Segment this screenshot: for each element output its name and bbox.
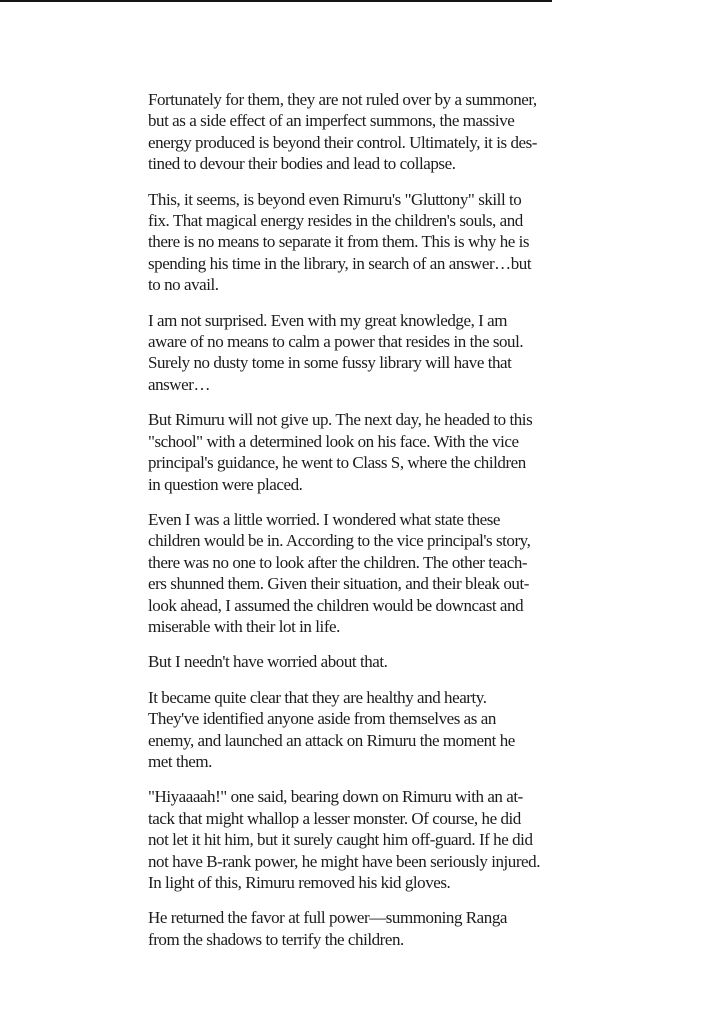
paragraph: This, it seems, is beyond even Rimuru's "Gluttony" skill to fix. That magical energy resides in the children's souls, and there is no means to separate it from them. This is why he is spending his time in the library, in search of an answer…but to no avail. — [148, 189, 532, 295]
paragraph: He returned the favor at full power—summoning Ranga from the shadows to terrify the children. — [148, 908, 507, 949]
paragraph: Even I was a little worried. I wondered what state these children would be in. According to the vice principal's story, there was no one to look after the children. The other teach- ers shunned them. Given their situation, and their bleak out- look ahead, I assumed the children would be downcast and miserable with their lot in life. — [148, 509, 531, 636]
paragraph: It became quite clear that they are healthy and hearty. They've identified anyone aside from themselves as an enemy, and launched an attack on Rimuru the moment he met them. — [148, 687, 515, 771]
paragraph: I am not surprised. Even with my great knowledge, I am aware of no means to calm a power that resides in the soul. Surely no dusty tome in some fussy library will have that answer… — [148, 310, 524, 394]
paragraph: Fortunately for them, they are not ruled over by a summoner, but as a side effect of an imperfect summons, the massive energy produced is beyond their control. Ultimately, it is des- tined to devour their bodies and lead to collapse. — [148, 90, 537, 174]
paragraph: But I needn't have worried about that. — [148, 652, 388, 672]
scan-artifact-line — [0, 0, 552, 2]
page-text-block — [148, 89, 626, 964]
paragraph: "Hiyaaaah!" one said, bearing down on Rimuru with an at- tack that might whallop a lesser monster. Of course, he did not let it hit him, but it surely caught him off-guard. If he did not have B-rank power, he might have been seriously injured. In light of this, Rimuru removed his kid gloves. — [148, 787, 541, 892]
paragraph: But Rimuru will not give up. The next day, he headed to this "school" with a determined look on his face. With the vice principal's guidance, he went to Class S, where the children in question were placed. — [148, 410, 533, 494]
